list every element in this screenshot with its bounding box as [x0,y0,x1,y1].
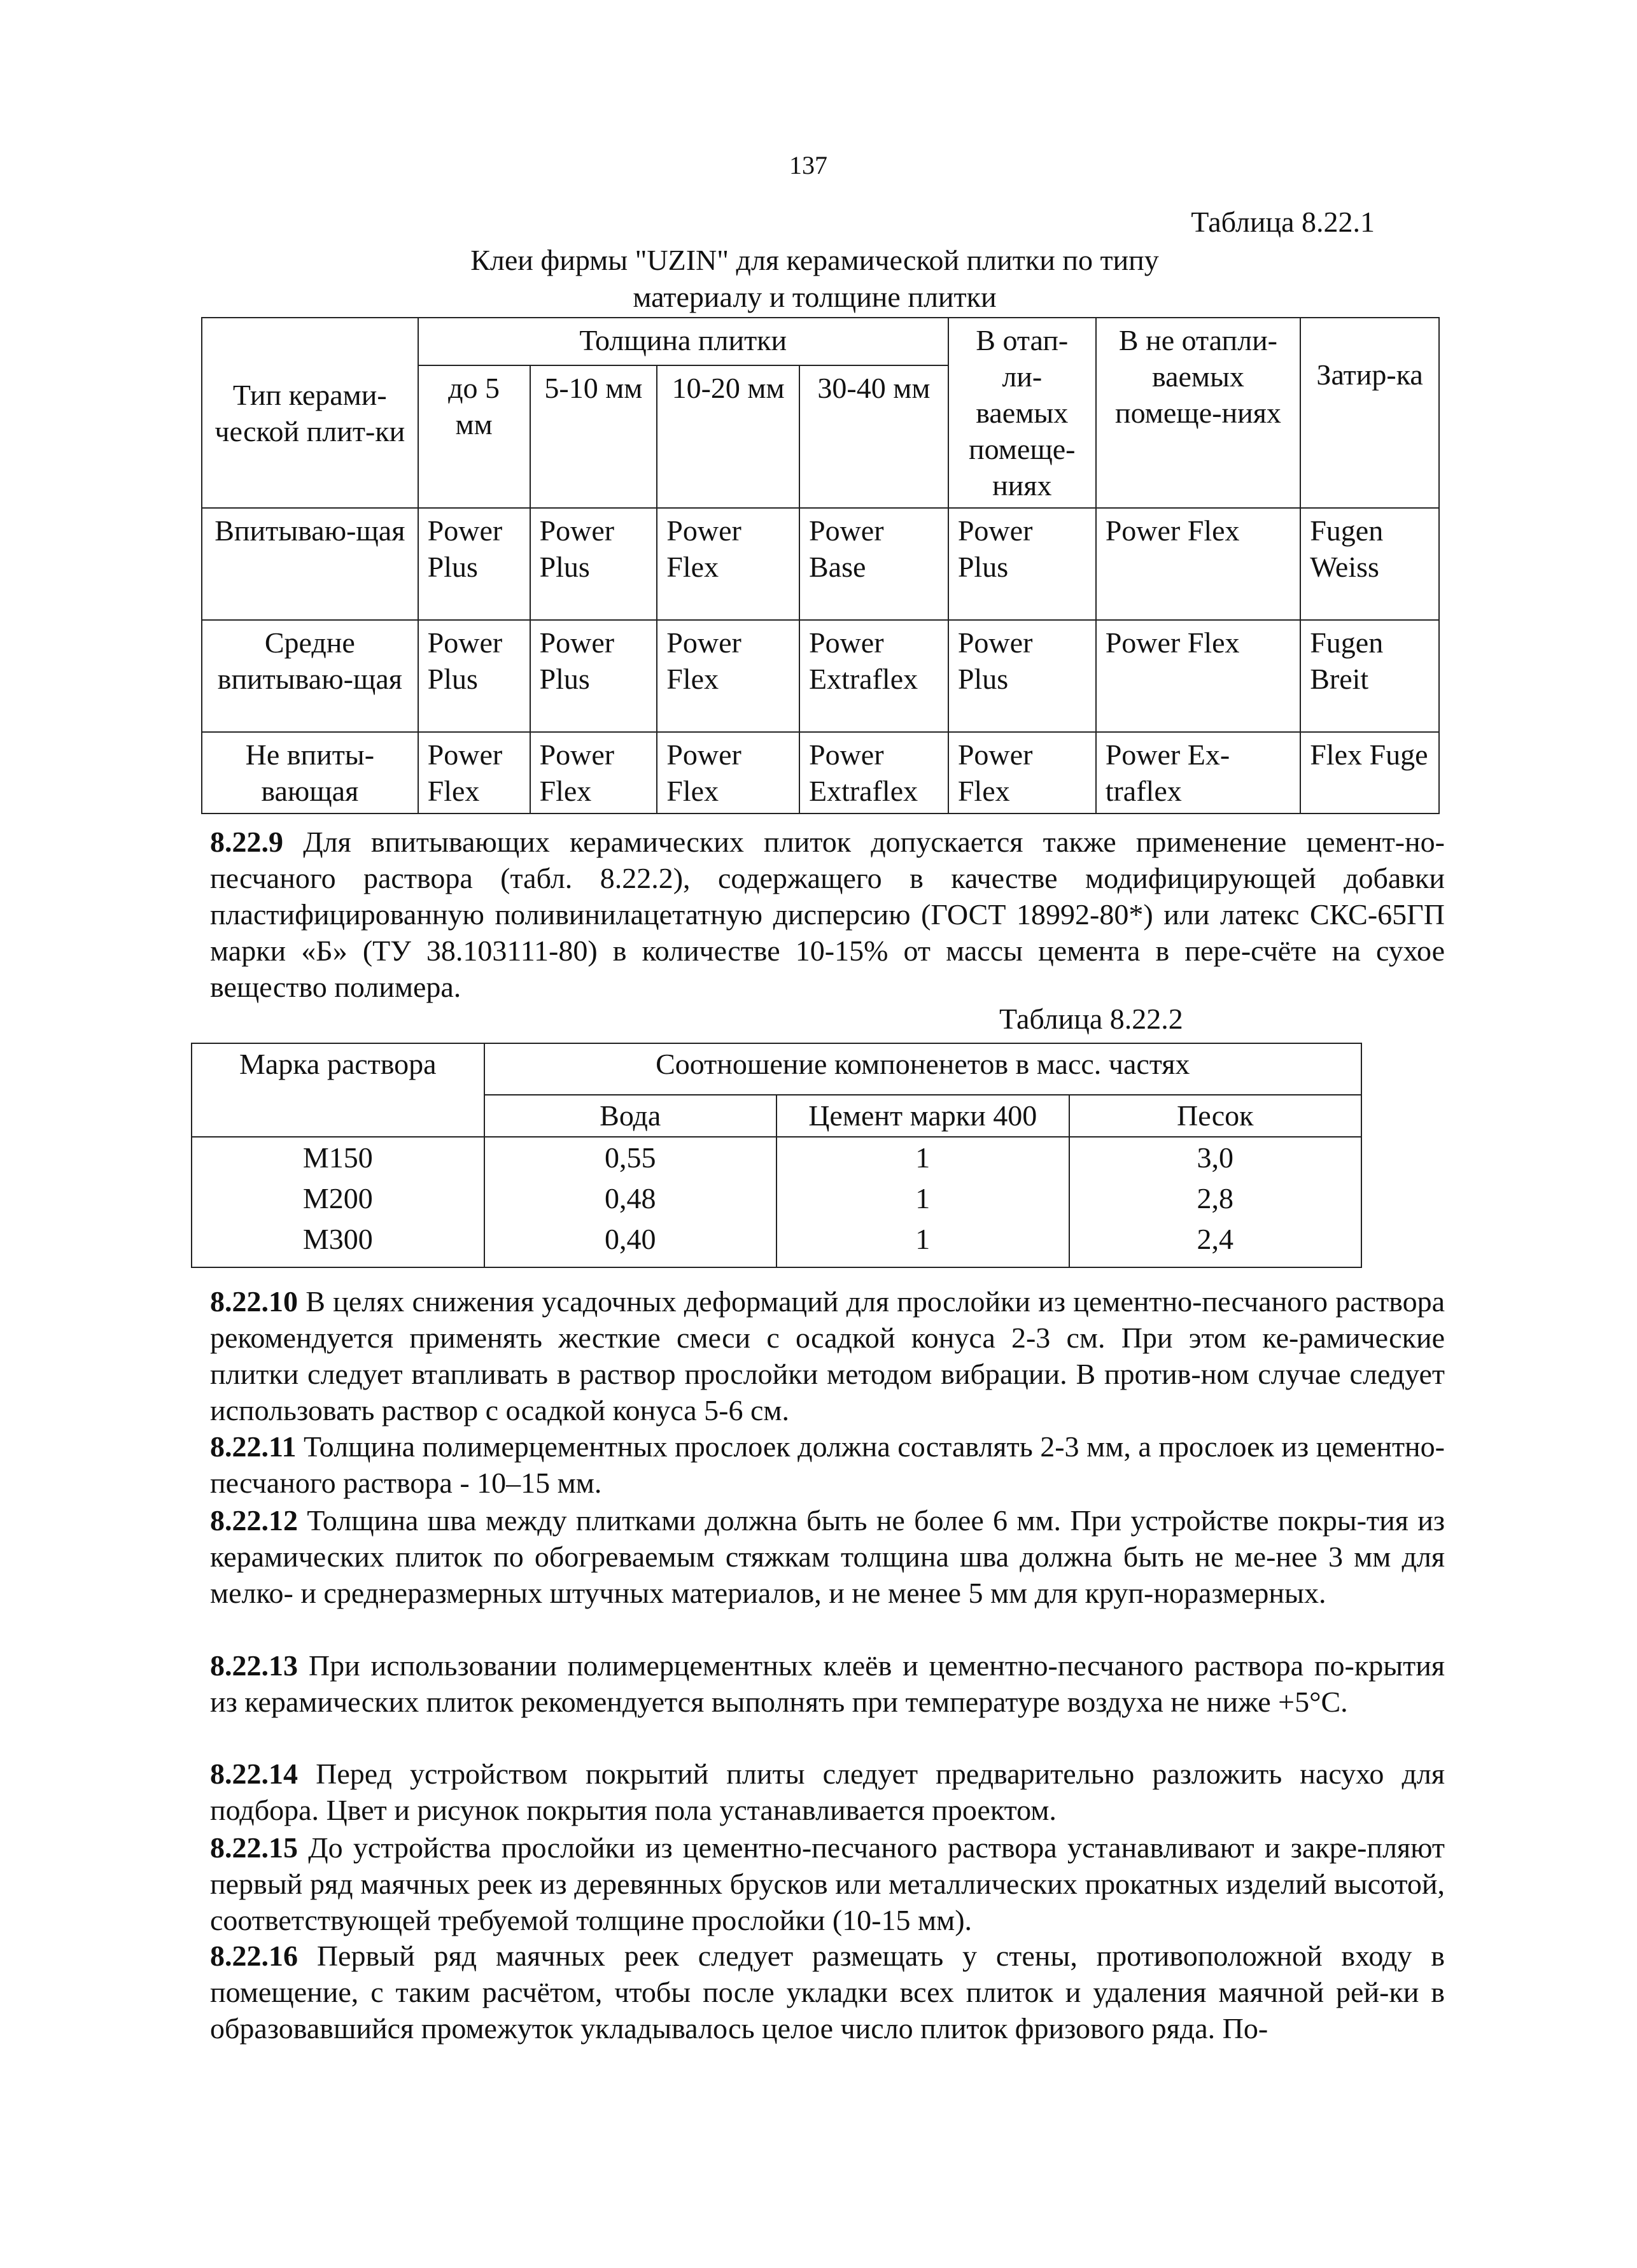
header-water: Вода [484,1095,776,1137]
table-cell: Power Base [799,508,948,620]
header-sand: Песок [1069,1095,1362,1137]
paragraph-8-22-12 [210,1502,1445,1611]
paragraph-number: 8.22.14 [210,1757,298,1790]
header-ratio: Соотношение компоненетов в масс. частях [484,1043,1361,1095]
table-cell: Power Flex [657,732,799,814]
paragraph-number: 8.22.13 [210,1649,298,1682]
table-cell: Power Plus [948,508,1096,620]
header-thickness-2: 5-10 мм [530,365,657,508]
paragraph-8-22-13 [210,1647,1445,1720]
table-cell: Power Ex-traflex [1096,732,1301,814]
paragraph-8-22-15 [210,1829,1445,1938]
table-cell: Power Flex [418,732,530,814]
table-cell: 0,48 [484,1178,776,1219]
table-cell: Power Flex [1096,620,1301,732]
paragraph-number: 8.22.12 [210,1504,298,1537]
header-thickness-1: до 5 мм [418,365,530,508]
table-1-caption-line-1: Клеи фирмы "UZIN" для керамической плитки по типу [470,244,1159,276]
paragraph-text: До устройства прослойки из цементно-песчаного раствора устанавливают и закре-пляют первый ряд маячных реек из деревянных брусков или металлических прокатных изделий высотой, соответствующей требуемой толщине прослойки (10-15 мм). [210,1831,1445,1936]
table-cell: 0,55 [484,1137,776,1178]
paragraph-text: В целях снижения усадочных деформаций для прослойки из цементно-песчаного раствора рекомендуется применять жесткие смеси с осадкой конуса 2-3 см. При этом ке-рамические плитки следует втапливать в раствор прослойки методом вибрации. В против-ном случае следует использовать раствор с осадкой конуса 5-6 см. [210,1285,1445,1426]
table-row [202,620,1439,732]
table-cell: 2,4 [1069,1219,1362,1267]
paragraph-8-22-10 [210,1283,1445,1428]
table-1-label: Таблица 8.22.1 [1191,206,1375,238]
table-2 [191,1043,1362,1268]
table-cell: 2,8 [1069,1178,1362,1219]
row-2-type: Средне впитываю-щая [202,620,418,732]
paragraph-8-22-16 [210,1938,1445,2046]
paragraph-number: 8.22.15 [210,1831,298,1864]
row-3-type: Не впиты-вающая [202,732,418,814]
table-row [202,508,1439,620]
table-cell: Flex Fuge [1300,732,1439,814]
paragraph-text: Толщина шва между плитками должна быть не более 6 мм. При устройстве покры-тия из керамических плиток по обогреваемым стяжкам толщина шва должна быть не ме-нее 3 мм для мелко- и среднеразмерных штучных материалов, и не менее 5 мм для круп-норазмерных. [210,1504,1445,1609]
paragraph-text: Толщина полимерцементных прослоек должна составлять 2-3 мм, а прослоек из цементно-песчаного раствора - 10–15 мм. [210,1430,1445,1499]
paragraph-8-22-14 [210,1756,1445,1828]
table-cell: Power Extraflex [799,732,948,814]
table-cell: М300 [192,1219,484,1267]
table-1 [201,317,1440,814]
table-cell: Power Flex [1096,508,1301,620]
header-tile-type: Тип керами-ческой плит-ки [202,318,418,508]
header-thickness-4: 30-40 мм [799,365,948,508]
header-heated: В отап-ли-ваемых помеще-ниях [948,318,1096,508]
paragraph-text: Для впитывающих керамических плиток допускается также применение цемент-но-песчаного раствора (табл. 8.22.2), содержащего в качестве модифицирующей добавки пластифицированную поливинилацетатную дисперсию (ГОСТ 18992-80*) или латекс СКС-65ГП марки «Б» (ТУ 38.103111-80) в количестве 10-15% от массы цемента в пере-счёте на сухое вещество полимера. [210,826,1445,1003]
table-cell: Fugen Weiss [1300,508,1439,620]
header-grade: Марка раствора [192,1043,484,1095]
table-row [192,1137,1361,1178]
table-cell: М200 [192,1178,484,1219]
table-2-label: Таблица 8.22.2 [999,1003,1183,1035]
header-thickness: Толщина плитки [418,318,948,365]
table-cell: 1 [776,1137,1069,1178]
table-cell: Fugen Breit [1300,620,1439,732]
table-row [192,1219,1361,1267]
table-cell: Power Plus [530,620,657,732]
table-1-caption [356,242,1273,316]
table-cell: Power Plus [418,508,530,620]
table-cell: Power Plus [418,620,530,732]
table-cell: Power Flex [657,508,799,620]
table-row [202,732,1439,814]
paragraph-8-22-11 [210,1428,1445,1501]
paragraph-8-22-9 [210,824,1445,1005]
paragraph-text: При использовании полимерцементных клеёв и цементно-песчаного раствора по-крытия из керамических плиток рекомендуется выполнять при температуре воздуха не ниже +5°С. [210,1649,1445,1718]
paragraph-number: 8.22.9 [210,826,283,858]
table-cell: Power Plus [948,620,1096,732]
table-cell: Power Flex [948,732,1096,814]
table-cell: Power Flex [657,620,799,732]
paragraph-number: 8.22.16 [210,1940,298,1972]
header-grade-cont [192,1095,484,1137]
table-cell: 1 [776,1219,1069,1267]
paragraph-number: 8.22.10 [210,1285,298,1318]
page-number: 137 [789,151,827,180]
table-1-caption-line-2: материалу и толщине плитки [633,281,997,313]
table-cell: М150 [192,1137,484,1178]
paragraph-text: Первый ряд маячных реек следует размещать у стены, противоположной входу в помещение, с таким расчётом, чтобы после укладки всех плиток и удаления маячной рей-ки в образовавшийся промежуток укладывалось целое число плиток фризового ряда. По- [210,1940,1445,2045]
paragraph-number: 8.22.11 [210,1430,297,1463]
table-row [192,1178,1361,1219]
table-cell: Power Flex [530,732,657,814]
table-cell: Power Extraflex [799,620,948,732]
header-thickness-3: 10-20 мм [657,365,799,508]
row-1-type: Впитываю-щая [202,508,418,620]
header-grout: Затир-ка [1300,318,1439,508]
table-cell: 1 [776,1178,1069,1219]
paragraph-text: Перед устройством покрытий плиты следует предварительно разложить насухо для подбора. Цвет и рисунок покрытия пола устанавливается проектом. [210,1757,1445,1826]
table-cell: 3,0 [1069,1137,1362,1178]
header-unheated: В не отапли-ваемых помеще-ниях [1096,318,1301,508]
table-cell: 0,40 [484,1219,776,1267]
table-cell: Power Plus [530,508,657,620]
header-cement: Цемент марки 400 [776,1095,1069,1137]
